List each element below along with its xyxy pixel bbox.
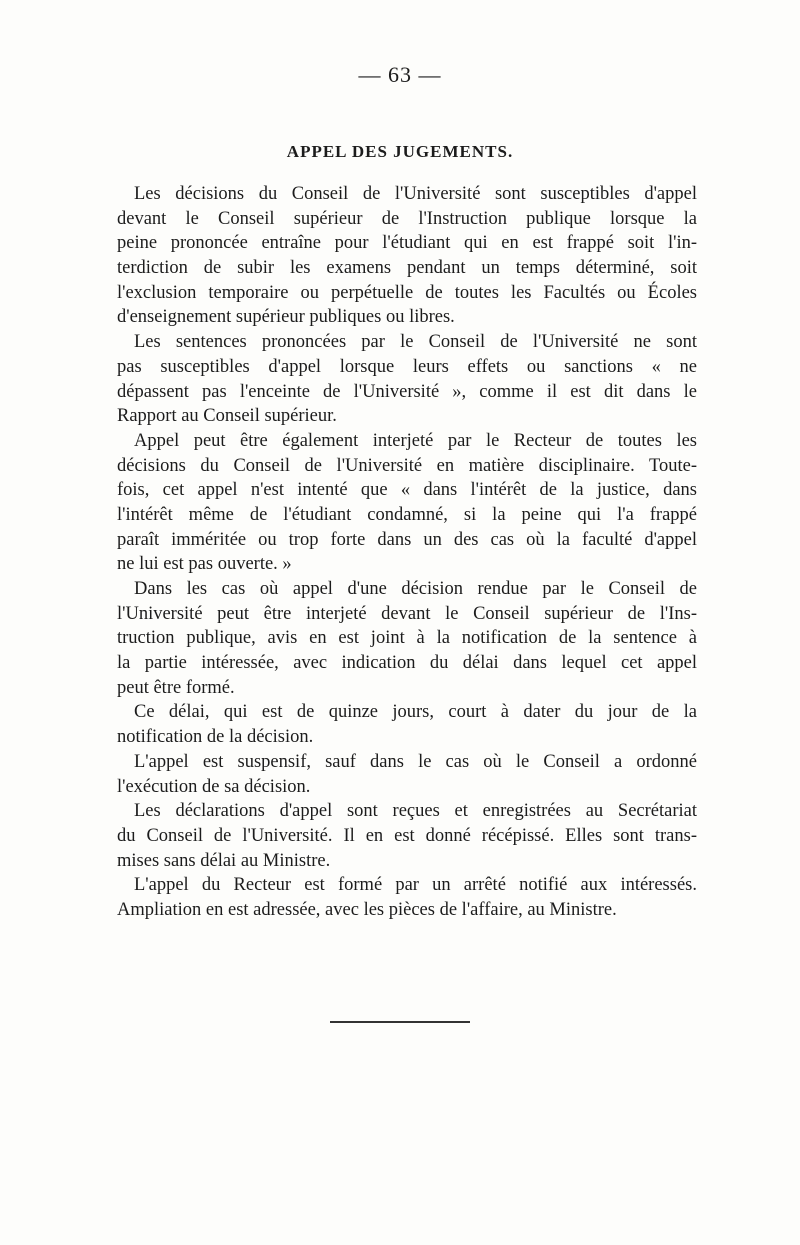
text-line: devant le Conseil supérieur de l'Instruction publique lorsque la bbox=[117, 208, 697, 229]
text-line: Les déclarations d'appel sont reçues et enregistrées au Secrétariat bbox=[134, 801, 697, 822]
text-line: ne lui est pas ouverte. » bbox=[117, 554, 292, 575]
paragraph bbox=[117, 182, 697, 330]
text-line: L'appel est suspensif, sauf dans le cas où le Conseil a ordonné bbox=[134, 751, 697, 772]
text-line: Ampliation en est adressée, avec les pièces de l'affaire, au Ministre. bbox=[117, 899, 617, 920]
paragraph bbox=[117, 750, 697, 799]
text-line: fois, cet appel n'est intenté que « dans l'intérêt de la justice, dans bbox=[117, 480, 697, 501]
paragraph bbox=[117, 873, 697, 922]
text-line: décisions du Conseil de l'Université en matière disciplinaire. Toute- bbox=[117, 455, 697, 476]
text-line: Dans les cas où appel d'une décision rendue par le Conseil de bbox=[134, 579, 697, 599]
text-line: peine prononcée entraîne pour l'étudiant qui en est frappé soit l'in- bbox=[117, 233, 697, 254]
text-line: terdiction de subir les examens pendant un temps déterminé, soit bbox=[117, 258, 697, 279]
text-line: l'exclusion temporaire ou perpétuelle de toutes les Facultés ou Écoles bbox=[117, 282, 697, 303]
text-line: l'Université peut être interjeté devant le Conseil supérieur de l'Ins- bbox=[117, 603, 697, 624]
text-line: notification de la décision. bbox=[117, 727, 314, 748]
text-line: peut être formé. bbox=[117, 677, 235, 698]
paragraph bbox=[117, 330, 697, 429]
paragraph bbox=[117, 429, 697, 577]
text-line: la partie intéressée, avec indication du délai dans lequel cet appel bbox=[117, 653, 697, 674]
end-rule bbox=[330, 1021, 470, 1023]
text-line: du Conseil de l'Université. Il en est donné récépissé. Elles sont trans- bbox=[117, 825, 697, 846]
text-line: Rapport au Conseil supérieur. bbox=[117, 406, 337, 427]
text-line: l'intérêt même de l'étudiant condamné, si la peine qui l'a frappé bbox=[117, 504, 697, 525]
text-line: L'appel du Recteur est formé par un arrêté notifié aux intéressés. bbox=[134, 875, 697, 896]
page-number: — 63 — bbox=[358, 62, 442, 87]
paragraph bbox=[117, 700, 697, 749]
text-line: Appel peut être également interjeté par le Recteur de toutes les bbox=[134, 430, 697, 451]
text-line: truction publique, avis en est joint à la notification de la sentence à bbox=[117, 628, 697, 649]
paragraph bbox=[117, 577, 697, 700]
body-text bbox=[117, 182, 697, 923]
text-line: pas susceptibles d'appel lorsque leurs effets ou sanctions « ne bbox=[117, 356, 697, 377]
text-line: paraît imméritée ou trop forte dans un des cas où la faculté d'appel bbox=[117, 529, 697, 550]
text-line: d'enseignement supérieur publiques ou libres. bbox=[117, 307, 455, 328]
text-line: Les décisions du Conseil de l'Université sont susceptibles d'appel bbox=[134, 184, 697, 204]
paragraph bbox=[117, 799, 697, 873]
text-line: mises sans délai au Ministre. bbox=[117, 850, 331, 871]
text-line: l'exécution de sa décision. bbox=[117, 776, 311, 797]
text-line: dépassent pas l'enceinte de l'Université », comme il est dit dans le bbox=[117, 381, 697, 402]
text-line: Les sentences prononcées par le Conseil de l'Université ne sont bbox=[134, 332, 697, 353]
text-line: Ce délai, qui est de quinze jours, court à dater du jour de la bbox=[134, 702, 697, 723]
section-heading: APPEL DES JUGEMENTS. bbox=[286, 142, 514, 161]
